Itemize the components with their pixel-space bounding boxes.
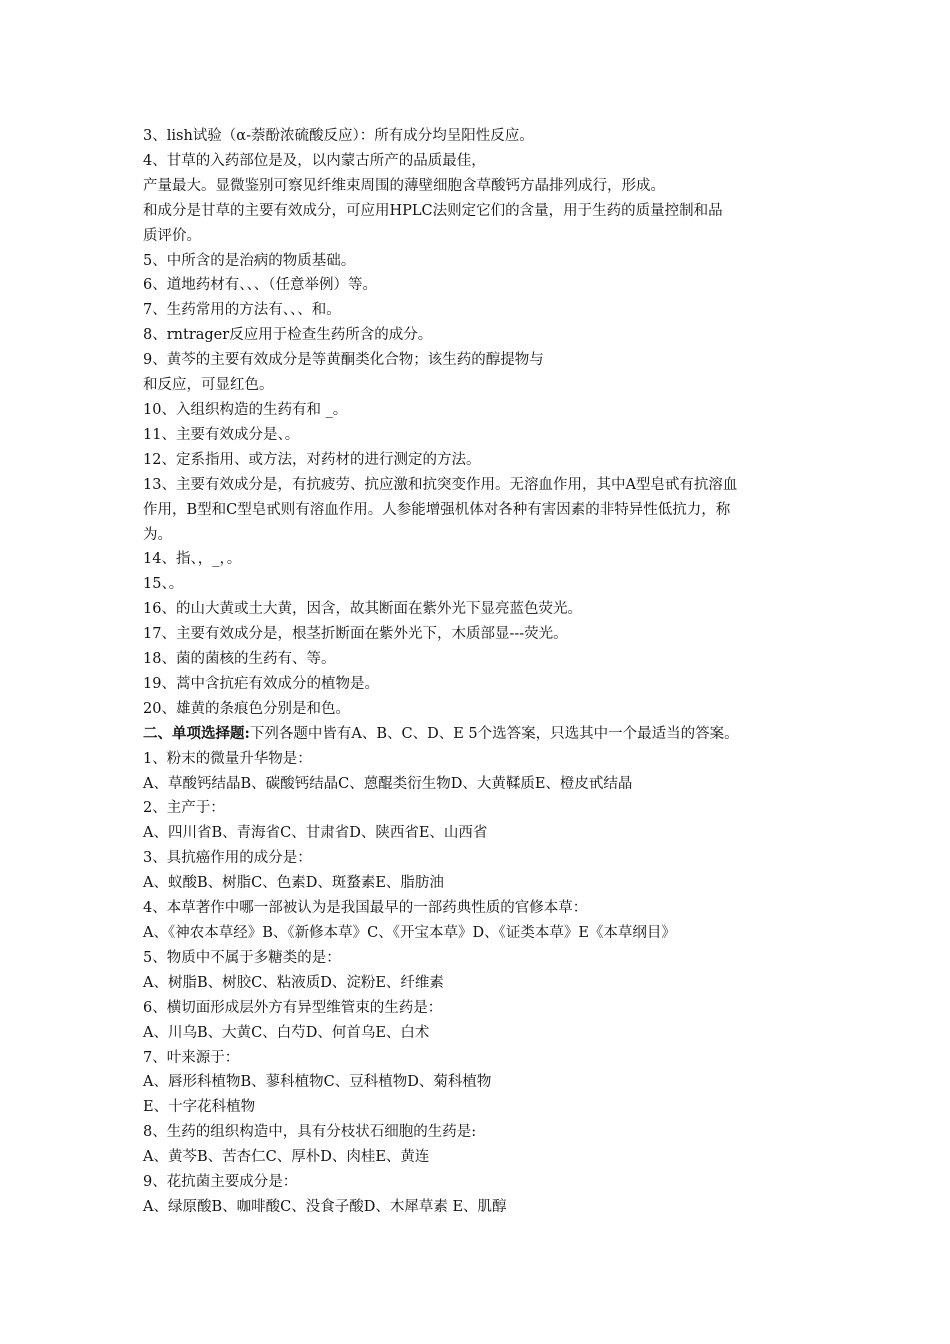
text-line: 8、rntrager反应用于检查生药所含的成分。 <box>143 327 433 344</box>
text-line: 18、菌的菌核的生药有、等。 <box>143 651 336 668</box>
options-line: A、川乌B、大黄C、白芍D、何首乌E、白术 <box>143 1024 430 1041</box>
text-line: 6、道地药材有、、、（任意举例）等。 <box>143 277 377 294</box>
text-line: 和成分是甘草的主要有效成分，可应用HPLC法则定它们的含量，用于生药的质量控制和品 <box>143 202 723 219</box>
text-line: 和反应，可显红色。 <box>143 377 274 394</box>
question-line: 5、物质中不属于多糖类的是： <box>143 949 341 966</box>
text-line: 16、的山大黄或土大黄，因含，故其断面在紫外光下显亮蓝色荧光。 <box>143 601 582 618</box>
question-line: 1、粉末的微量升华物是： <box>143 750 312 767</box>
question-line: 3、具抗癌作用的成分是： <box>143 850 312 867</box>
text-line: 4、甘草的入药部位是及，以内蒙古所产的品质最佳， <box>143 152 486 169</box>
options-line: A、绿原酸B、咖啡酸C、没食子酸D、木犀草素 E、肌醇 <box>143 1198 507 1215</box>
text-line: 5、中所含的是治病的物质基础。 <box>143 252 356 269</box>
text-line: 7、生药常用的方法有、、、和。 <box>143 302 341 319</box>
question-line: 9、花抗菌主要成分是： <box>143 1174 298 1191</box>
question-line: 4、本草著作中哪一部被认为是我国最早的一部药典性质的官修本草： <box>143 900 588 917</box>
section-heading-line <box>143 722 813 747</box>
section-heading: 二、单项选择题: <box>143 724 250 742</box>
text-line: 作用，B型和C型皂甙则有溶血作用。人参能增强机体对各种有害因素的非特异性低抗力，称 <box>143 501 731 518</box>
options-line: A、唇形科植物B、蓼科植物C、豆科植物D、菊科植物 <box>143 1074 492 1091</box>
text-line: 17、主要有效成分是，根茎折断面在紫外光下，木质部显---荧光。 <box>143 626 568 643</box>
options-line: A、树脂B、树胶C、粘液质D、淀粉E、纤维素 <box>143 974 444 991</box>
options-line: A、四川省B、青海省C、甘肃省D、陕西省E、山西省 <box>143 825 488 842</box>
text-line: 11、主要有效成分是、。 <box>143 426 300 443</box>
options-line: E、十字花科植物 <box>143 1099 256 1116</box>
options-line: A、草酸钙结晶B、碳酸钙结晶C、蒽醌类衍生物D、大黄鞣质E、橙皮甙结晶 <box>143 775 633 792</box>
document-page <box>143 124 813 1220</box>
text-line: 3、lish试验（α-萘酚浓硫酸反应）：所有成分均呈阳性反应。 <box>143 128 534 144</box>
question-line: 7、叶来源于： <box>143 1049 240 1066</box>
question-line: 6、横切面形成层外方有异型维管束的生药是： <box>143 999 443 1016</box>
text-line: 为。 <box>143 526 172 543</box>
section-instruction: 下列各题中皆有A、B、C、D、E 5个选答案，只选其中一个最适当的答案。 <box>249 725 739 742</box>
text-line: 19、蒿中含抗疟有效成分的植物是。 <box>143 675 379 692</box>
text-line: 10、入组织构造的生药有和 _。 <box>143 401 348 418</box>
text-line: 产量最大。显微鉴别可察见纤维束周围的薄壁细胞含草酸钙方晶排列成行，形成。 <box>143 177 665 194</box>
text-line: 15、。 <box>143 576 184 593</box>
text-line: 12、定系指用、或方法，对药材的进行测定的方法。 <box>143 451 481 468</box>
question-line: 2、主产于： <box>143 800 225 817</box>
text-line: 质评价。 <box>143 227 201 244</box>
text-line: 13、主要有效成分是，有抗疲劳、抗应激和抗突变作用。无溶血作用，其中A型皂甙有抗溶血 <box>143 476 738 493</box>
text-line: 9、黄芩的主要有效成分是等黄酮类化合物；该生药的醇提物与 <box>143 352 544 369</box>
text-line: 20、雄黄的条痕色分别是和色。 <box>143 700 350 717</box>
text-line: 14、指、，_，。 <box>143 551 242 568</box>
options-line: A、黄芩B、苦杏仁C、厚朴D、肉桂E、黄连 <box>143 1149 430 1166</box>
question-line: 8、生药的组织构造中，具有分枝状石细胞的生药是: <box>143 1124 477 1141</box>
options-line: A、蚁酸B、树脂C、色素D、斑蝥素E、脂肪油 <box>143 875 444 892</box>
options-line: A、《神农本草经》B、《新修本草》C、《开宝本草》D、《证类本草》E《本草纲目》 <box>143 925 676 941</box>
